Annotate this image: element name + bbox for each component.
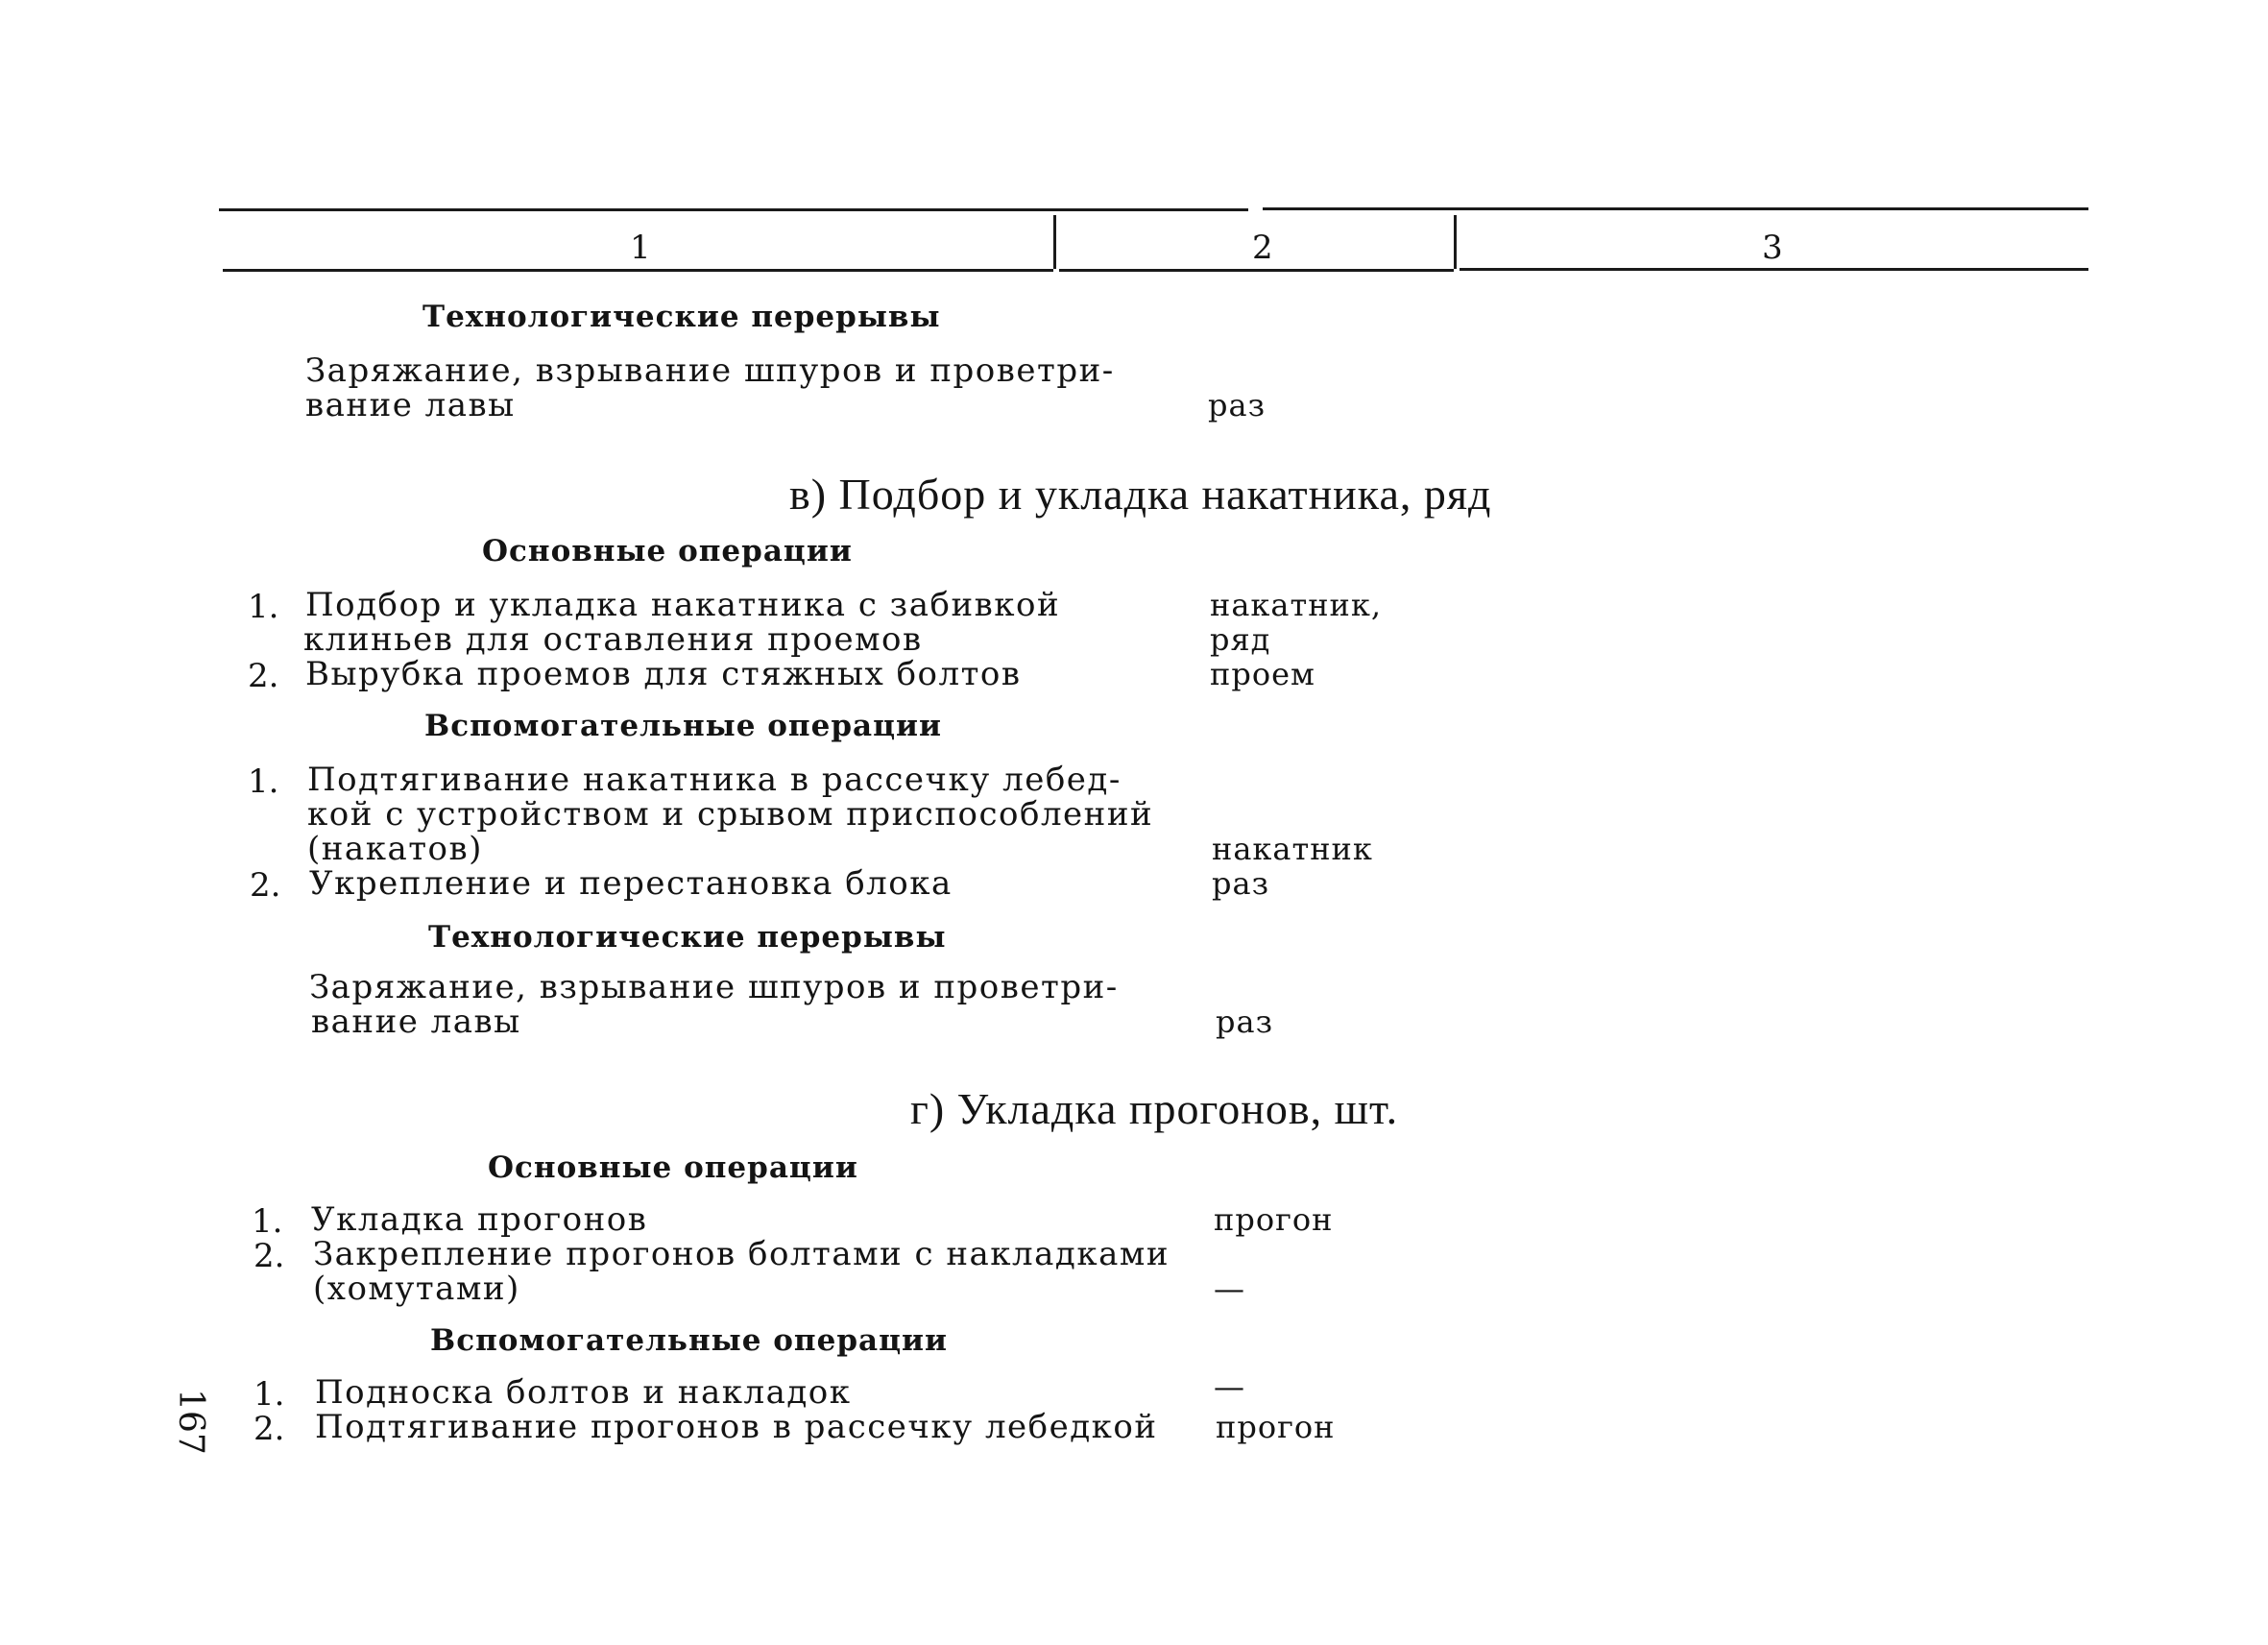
section-v-aux-item-2-unit: раз xyxy=(1212,865,1270,902)
section-g-main-item-2-line-2: (хомутами) xyxy=(313,1270,520,1308)
header-bottom-rule-3 xyxy=(1460,268,2088,271)
tech-breaks-unit: раз xyxy=(1208,387,1267,423)
section-v-aux-item-1-unit: накатник xyxy=(1212,831,1373,867)
section-g-aux-item-1-unit: — xyxy=(1214,1368,1245,1405)
section-g-main-item-1-line-1: Укладка прогонов xyxy=(311,1200,648,1239)
section-v-main-item-2-num: 2. xyxy=(248,657,279,695)
column-number-1: 1 xyxy=(630,229,651,267)
section-v-tech-line-2: вание лавы xyxy=(311,1003,521,1041)
section-v-main-item-1-unit-1: накатник, xyxy=(1210,587,1383,623)
section-g-main-item-2-line-1: Закрепление прогонов болтами с накладками xyxy=(313,1235,1170,1273)
page-number: 167 xyxy=(170,1389,210,1455)
section-v-main-heading: Основные операции xyxy=(482,534,853,568)
section-v-aux-item-1-line-3: (накатов) xyxy=(307,830,483,868)
section-v-aux-item-1-num: 1. xyxy=(248,762,279,801)
tech-breaks-heading: Технологические перерывы xyxy=(422,300,941,334)
section-g-main-item-1-num: 1. xyxy=(252,1202,283,1241)
section-v-aux-item-1-line-2: кой с устройством и срывом приспособлений xyxy=(307,795,1154,834)
section-g-aux-item-2-unit: прогон xyxy=(1216,1409,1336,1445)
column-number-3: 3 xyxy=(1762,229,1783,267)
header-divider-2 xyxy=(1454,215,1457,269)
section-v-aux-heading: Вспомогательные операции xyxy=(424,709,942,743)
header-divider-1 xyxy=(1053,215,1056,269)
section-v-main-item-1-line-1: Подбор и укладка накатника с забивкой xyxy=(305,586,1061,624)
section-g-main-item-2-unit: — xyxy=(1214,1270,1245,1307)
section-v-aux-item-2-line-1: Укрепление и перестановка блока xyxy=(309,864,953,903)
section-v-main-item-1-line-2: клиньев для оставления проемов xyxy=(303,620,923,659)
section-v-tech-unit: раз xyxy=(1216,1004,1274,1040)
section-g-title: г) Укладка прогонов, шт. xyxy=(910,1084,1399,1133)
section-v-aux-item-2-num: 2. xyxy=(250,866,281,905)
section-g-aux-item-2-line-1: Подтягивание прогонов в рассечку лебедкой xyxy=(315,1408,1158,1446)
column-number-2: 2 xyxy=(1252,229,1273,267)
tech-breaks-line-2: вание лавы xyxy=(305,386,516,424)
section-v-tech-line-1: Заряжание, взрывание шпуров и проветри- xyxy=(309,968,1119,1006)
section-g-aux-heading: Вспомогательные операции xyxy=(430,1323,948,1358)
section-v-aux-item-1-line-1: Подтягивание накатника в рассечку лебед- xyxy=(307,761,1122,799)
header-bottom-rule-1 xyxy=(223,269,1053,272)
section-v-title: в) Подбор и укладка накатника, ряд xyxy=(789,470,1492,519)
header-bottom-rule-2 xyxy=(1059,269,1454,272)
header-top-rule-left xyxy=(219,208,1248,211)
section-v-main-item-2-unit: проем xyxy=(1210,656,1315,692)
section-g-aux-item-2-num: 2. xyxy=(253,1410,285,1448)
section-v-main-item-1-num: 1. xyxy=(248,588,279,626)
header-top-rule-right xyxy=(1263,207,2088,210)
section-v-main-item-1-unit-2: ряд xyxy=(1210,621,1271,658)
section-g-main-heading: Основные операции xyxy=(488,1150,858,1185)
section-g-aux-item-1-num: 1. xyxy=(253,1375,285,1414)
section-g-main-item-2-num: 2. xyxy=(253,1237,285,1275)
tech-breaks-line-1: Заряжание, взрывание шпуров и проветри- xyxy=(305,351,1115,390)
section-g-main-item-1-unit: прогон xyxy=(1214,1201,1334,1238)
section-v-tech-heading: Технологические перерывы xyxy=(428,920,947,955)
section-v-main-item-2-line-1: Вырубка проемов для стяжных болтов xyxy=(305,655,1022,693)
section-g-aux-item-1-line-1: Подноска болтов и накладок xyxy=(315,1373,852,1412)
